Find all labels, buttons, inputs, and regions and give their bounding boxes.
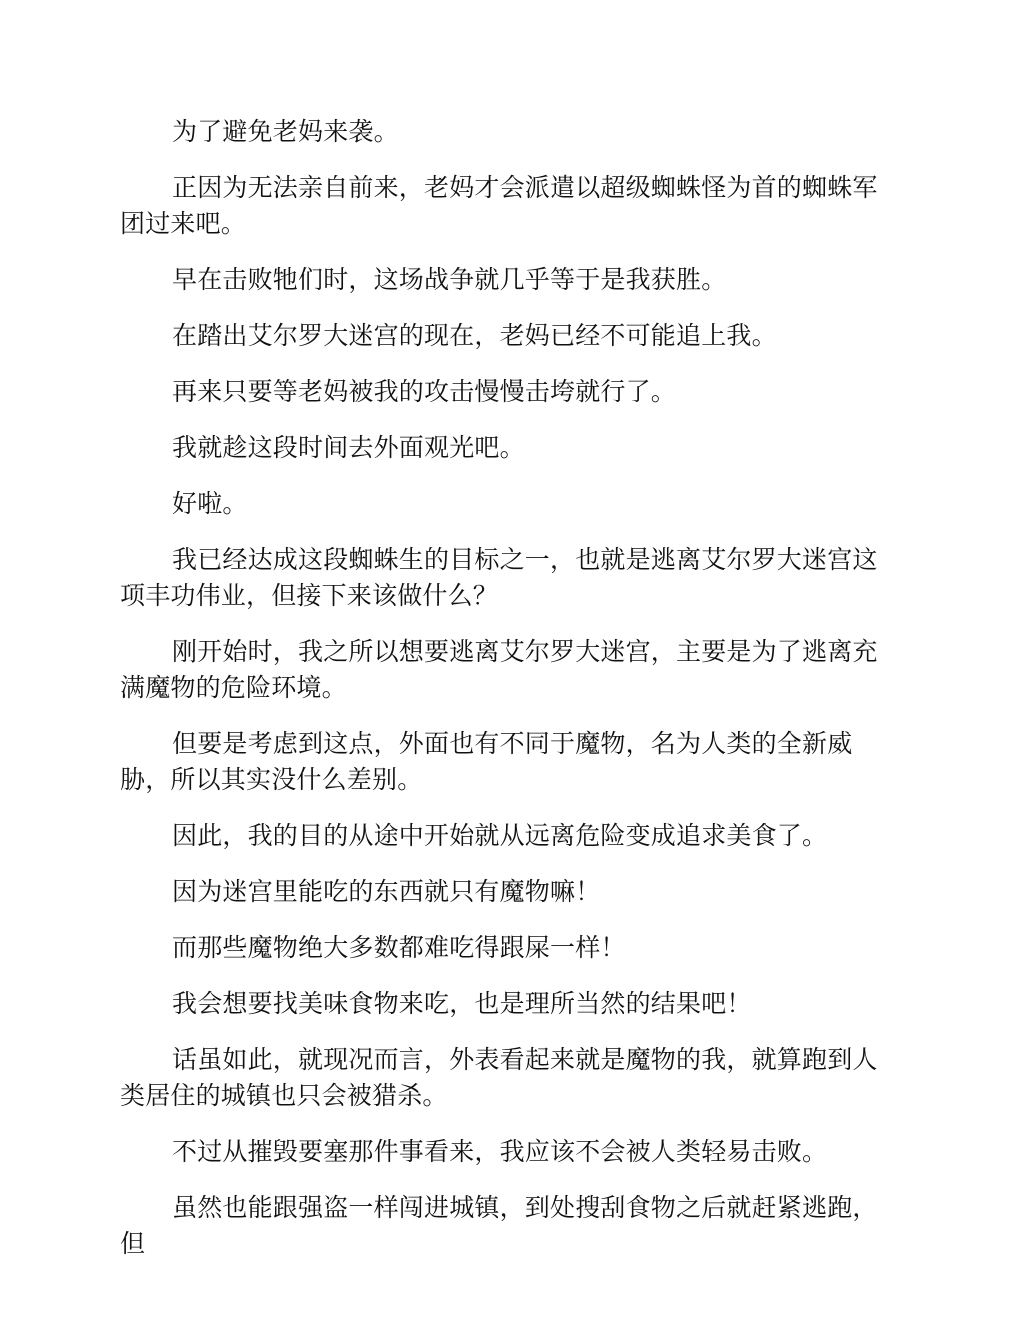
paragraph: 但要是考虑到这点，外面也有不同于魔物，名为人类的全新威胁，所以其实没什么差别。 — [120, 729, 853, 794]
paragraph: 虽然也能跟强盗一样闯进城镇，到处搜刮食物之后就赶紧逃跑，但 — [120, 1193, 878, 1258]
paragraph: 我已经达成这段蜘蛛生的目标之一，也就是逃离艾尔罗大迷宫这项丰功伟业，但接下来该做什么？ — [120, 545, 878, 610]
paragraph: 我就趁这段时间去外面观光吧。 — [172, 433, 525, 462]
paragraph: 为了避免老妈来袭。 — [172, 117, 399, 146]
paragraph: 我会想要找美味食物来吃，也是理所当然的结果吧！ — [172, 989, 752, 1018]
paragraph: 再来只要等老妈被我的攻击慢慢击垮就行了。 — [172, 377, 677, 406]
paragraph: 话虽如此，就现况而言，外表看起来就是魔物的我，就算跑到人类居住的城镇也只会被猎杀。 — [120, 1045, 878, 1110]
paragraph: 在踏出艾尔罗大迷宫的现在，老妈已经不可能追上我。 — [172, 321, 777, 350]
paragraph: 正因为无法亲自前来，老妈才会派遣以超级蜘蛛怪为首的蜘蛛军团过来吧。 — [120, 173, 878, 238]
paragraph: 刚开始时，我之所以想要逃离艾尔罗大迷宫，主要是为了逃离充满魔物的危险环境。 — [120, 637, 878, 702]
paragraph: 早在击败牠们时，这场战争就几乎等于是我获胜。 — [172, 265, 727, 294]
paragraph: 而那些魔物绝大多数都难吃得跟屎一样！ — [172, 933, 626, 962]
paragraph: 因此，我的目的从途中开始就从远离危险变成追求美食了。 — [172, 821, 828, 850]
body-text — [120, 114, 900, 1282]
paragraph: 好啦。 — [172, 489, 248, 518]
paragraph: 不过从摧毁要塞那件事看来，我应该不会被人类轻易击败。 — [172, 1137, 828, 1166]
paragraph: 因为迷宫里能吃的东西就只有魔物嘛！ — [172, 877, 601, 906]
